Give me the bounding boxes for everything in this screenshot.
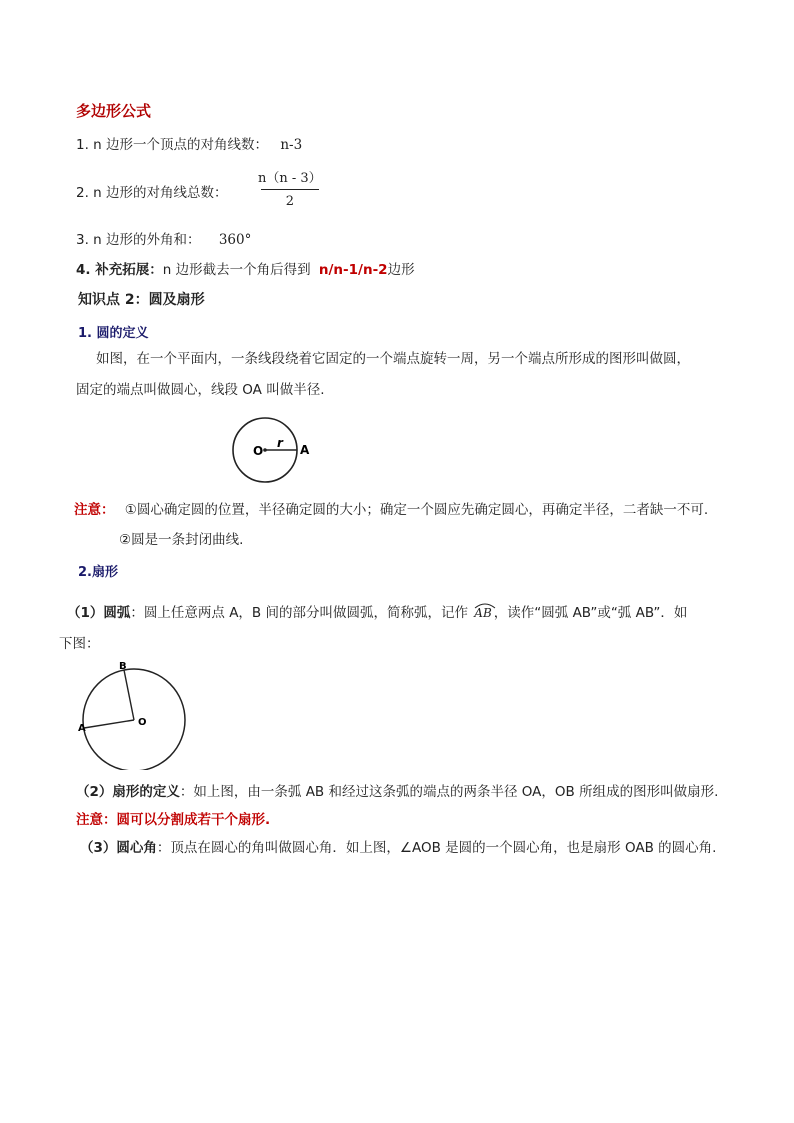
sector-figure <box>72 658 192 770</box>
note-label: 注意： <box>74 502 115 518</box>
sector-label: （2）扇形的定义 <box>76 784 180 800</box>
point-a-label: A <box>300 443 310 457</box>
central-angle-text: ：顶点在圆心的角叫做圆心角．如上图，∠AOB 是圆的一个圆心角，也是扇形 OAB 的圆心角. <box>156 840 717 856</box>
arc-symbol <box>474 606 491 620</box>
formula-value: n-3 <box>280 137 303 153</box>
supplement-label: 4. 补充拓展： <box>76 262 163 278</box>
circle-radius-figure <box>226 414 326 488</box>
note-circle-2: ②圆是一条封闭曲线. <box>119 532 244 548</box>
center-o-label: O <box>138 717 147 728</box>
formula-value: 360° <box>218 232 252 248</box>
subheading-circle-definition: 1. 圆的定义 <box>78 326 149 341</box>
arc-definition-line1 <box>67 601 687 621</box>
formula-exterior-angles <box>76 228 251 248</box>
note-text: 圆可以分割成若干个扇形. <box>116 812 271 828</box>
arc-definition-line2: 下图： <box>59 636 100 652</box>
arc-symbol-overline <box>474 601 496 609</box>
section-title-circle: 知识点 2：圆及扇形 <box>78 292 205 308</box>
note-text: ①圆心确定圆的位置，半径确定圆的大小；确定一个圆应先确定圆心，再确定半径，二者缺一不可. <box>124 502 709 518</box>
sector-text: ：如上图，由一条弧 AB 和经过这条弧的端点的两条半径 OA，OB 所组成的图形叫做扇形. <box>179 784 719 800</box>
circle-definition-line1: 如图，在一个平面内，一条线段绕着它固定的一个端点旋转一周，另一个端点所形成的图形叫做圆， <box>96 351 690 367</box>
point-b-label: B <box>119 661 127 672</box>
radius-ob <box>124 670 134 720</box>
formula-diagonals-one-vertex <box>76 133 302 153</box>
supplement-text: n 边形截去一个角后得到 <box>162 262 311 278</box>
note-label: 注意： <box>76 812 117 828</box>
arc-symbol-text: AB <box>474 606 492 620</box>
fraction-numerator: n（n - 3） <box>258 171 322 186</box>
arc-text-a: ：圆上任意两点 A，B 间的部分叫做圆弧，简称弧，记作 <box>130 605 468 621</box>
supplement-highlight: n/n-1/n-2 <box>318 262 388 278</box>
center-point <box>263 448 267 452</box>
radius-oa <box>84 720 134 728</box>
fraction-total-diagonals <box>252 167 328 209</box>
supplement-extension <box>76 258 415 278</box>
formula-total-diagonals-label: 2. n 边形的对角线总数： <box>76 185 228 201</box>
circle-definition-line2: 固定的端点叫做圆心，线段 OA 叫做半径. <box>76 382 325 398</box>
formula-label: 1. n 边形一个顶点的对角线数： <box>76 137 269 153</box>
central-angle-definition <box>80 836 716 856</box>
formula-label: 3. n 边形的外角和： <box>76 232 201 248</box>
central-angle-label: （3）圆心角 <box>80 840 157 856</box>
supplement-suffix: 边形 <box>387 262 415 278</box>
note-circle-1 <box>74 498 708 518</box>
point-a-label: A <box>78 723 86 734</box>
note-sector <box>76 808 270 828</box>
sector-definition <box>76 780 718 800</box>
center-label: O <box>253 444 264 458</box>
section-title-polygon: 多边形公式 <box>76 102 152 120</box>
arc-text-b: ，读作“圆弧 AB”或“弧 AB”．如 <box>493 605 688 621</box>
arc-label: （1）圆弧 <box>67 605 131 621</box>
radius-label: r <box>277 436 283 450</box>
fraction-denominator: 2 <box>285 194 294 209</box>
subheading-sector: 2.扇形 <box>78 565 118 580</box>
